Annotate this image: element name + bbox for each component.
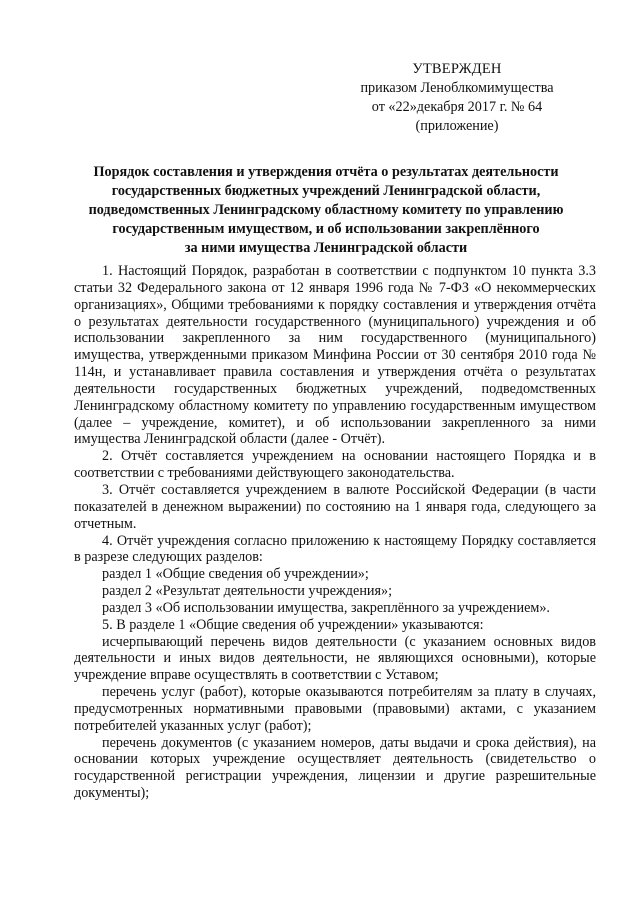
document-body [74, 263, 596, 802]
list-item-services: перечень услуг (работ), которые оказываются потребителям за плату в случаях, предусмотренных нормативными правовыми (правовыми) актами, с указанием потребителей указанных услуг (работ); [74, 684, 596, 734]
list-item-documents: перечень документов (с указанием номеров, даты выдачи и срока действия), на основании которых учреждение осуществляет деятельность (свидетельство о государственной регистрации учреждения, лицензии и другие разрешительные документы); [74, 734, 596, 802]
section-item-3: раздел 3 «Об использовании имущества, закреплённого за учреждением». [102, 599, 550, 616]
title-line: за ними имущества Ленинградской области [184, 240, 468, 256]
paragraph-4: 4. Отчёт учреждения согласно приложению к настоящему Порядку составляется в разрезе следующих разделов: [74, 532, 596, 566]
approval-order-line: приказом Леноблкомимущества [360, 80, 554, 96]
section-item-1: раздел 1 «Общие сведения об учреждении»; [102, 566, 369, 583]
section-item-2: раздел 2 «Результат деятельности учреждения»; [102, 583, 393, 600]
approval-date-line: от «22»декабря 2017 г. № 64 [371, 99, 543, 115]
title-line: государственных бюджетных учреждений Ленинградской области, [111, 183, 541, 199]
title-line: государственным имуществом, и об использовании закреплённого [112, 221, 540, 237]
document-title [62, 163, 590, 258]
paragraph-3: 3. Отчёт составляется учреждением в валюте Российской Федерации (в части показателей в денежном выражении) по состоянию на 1 января года, следующего за отчетным. [74, 481, 596, 532]
paragraph-2: 2. Отчёт составляется учреждением на основании настоящего Порядка и в соответствии с требованиями действующего законодательства. [74, 448, 596, 482]
list-item-activities: исчерпывающий перечень видов деятельности (с указанием основных видов деятельности и иных видов деятельности, не являющихся основными), которые учреждение вправе осуществлять в соответствии с Уставом; [74, 633, 596, 684]
approval-heading: УТВЕРЖДЕН [412, 61, 502, 77]
approval-appendix-line: (приложение) [415, 118, 499, 134]
title-line: Порядок составления и утверждения отчёта о результатах деятельности [93, 164, 559, 180]
paragraph-5: 5. В разделе 1 «Общие сведения об учреждении» указываются: [102, 616, 484, 633]
paragraph-1: 1. Настоящий Порядок, разработан в соответствии с подпунктом 10 пункта 3.3 статьи 32 Федерального закона от 12 января 1996 года № 7-ФЗ «О некоммерческих организациях», Общими требованиями к порядку составления и утверждения отчёта о результатах деятельности государственного (муниципального) учреждения и об использовании закрепленного за ним государственного (муниципального) имущества, утвержденными приказом Минфина России от 30 сентября 2010 года № 114н, и устанавливает правила составления и утверждения отчёта о результатах деятельности государственных бюджетных учреждений, подведомственных Ленинградскому областному комитету по управлению государственным имуществом (далее – учреждение, комитет), и об использовании закрепленного за ними имущества Ленинградской области (далее - Отчёт). [74, 263, 596, 448]
title-line: подведомственных Ленинградскому областному комитету по управлению [88, 202, 564, 218]
approval-stamp [342, 60, 572, 136]
